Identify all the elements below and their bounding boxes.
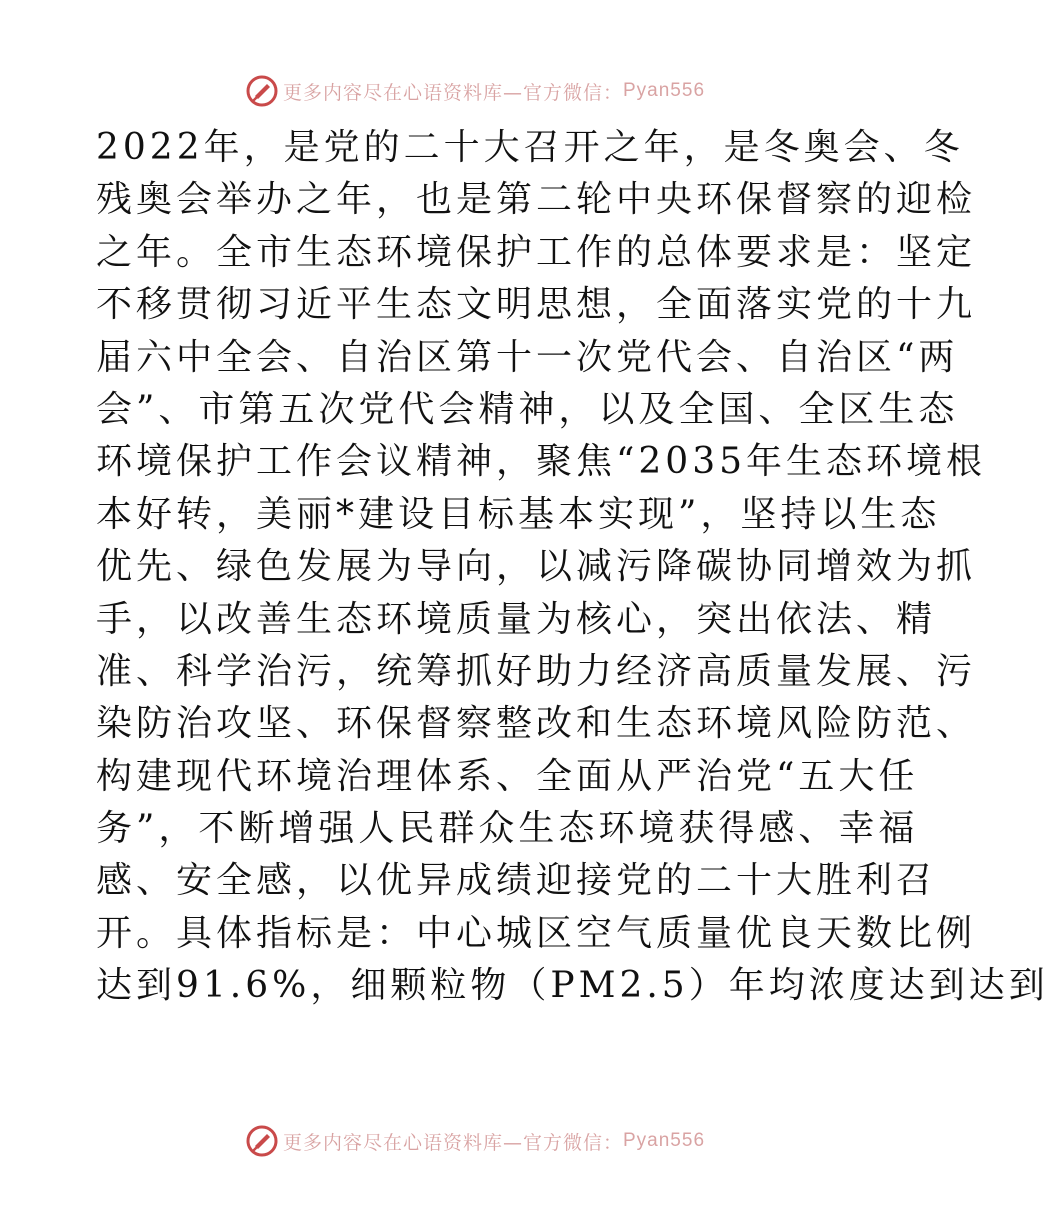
document-line: 构建现代环境治理体系、全面从严治党“五大任 <box>96 755 919 797</box>
document-line: 环境保护工作会议精神，聚焦“2035年生态环境根 <box>96 441 987 483</box>
watermark-account: Pyan556 <box>623 80 706 101</box>
document-line: 染防治攻坚、环保督察整改和生态环境风险防范、 <box>96 703 977 745</box>
document-line: 手，以改善生态环境质量为核心，突出依法、精 <box>96 598 937 640</box>
document-line: 优先、绿色发展为导向，以减污降碳协同增效为抓 <box>96 546 977 588</box>
document-line: 达到91.6%，细颗粒物（PM2.5）年均浓度达到达到 <box>96 965 1049 1007</box>
watermark-footer <box>0 1121 950 1161</box>
brand-logo-icon <box>245 74 279 108</box>
document-line: 不移贯彻习近平生态文明思想，全面落实党的十九 <box>96 284 977 326</box>
document-body <box>96 122 1049 1013</box>
document-line: 残奥会举办之年，也是第二轮中央环保督察的迎检 <box>96 179 977 221</box>
watermark-header <box>0 71 950 111</box>
watermark-text: 更多内容尽在心语资料库—官方微信： <box>282 81 623 104</box>
document-line: 之年。全市生态环境保护工作的总体要求是：坚定 <box>96 231 977 273</box>
document-line: 开。具体指标是：中心城区空气质量优良天数比例 <box>96 912 977 954</box>
document-line: 务”，不断增强人民群众生态环境获得感、幸福 <box>96 808 919 850</box>
document-line: 准、科学治污，统筹抓好助力经济高质量发展、污 <box>96 650 977 692</box>
brand-logo-icon <box>245 1124 279 1158</box>
watermark-account: Pyan556 <box>623 1130 706 1151</box>
document-line: 本好转，美丽*建设目标基本实现”，坚持以生态 <box>96 493 941 535</box>
watermark-text: 更多内容尽在心语资料库—官方微信： <box>282 1131 623 1154</box>
document-line: 感、安全感，以优异成绩迎接党的二十大胜利召 <box>96 860 937 902</box>
document-line: 2022年，是党的二十大召开之年，是冬奥会、冬 <box>96 127 964 168</box>
document-line: 届六中全会、自治区第十一次党代会、自治区“两 <box>96 336 959 378</box>
document-line: 会”、市第五次党代会精神，以及全国、全区生态 <box>96 388 959 430</box>
